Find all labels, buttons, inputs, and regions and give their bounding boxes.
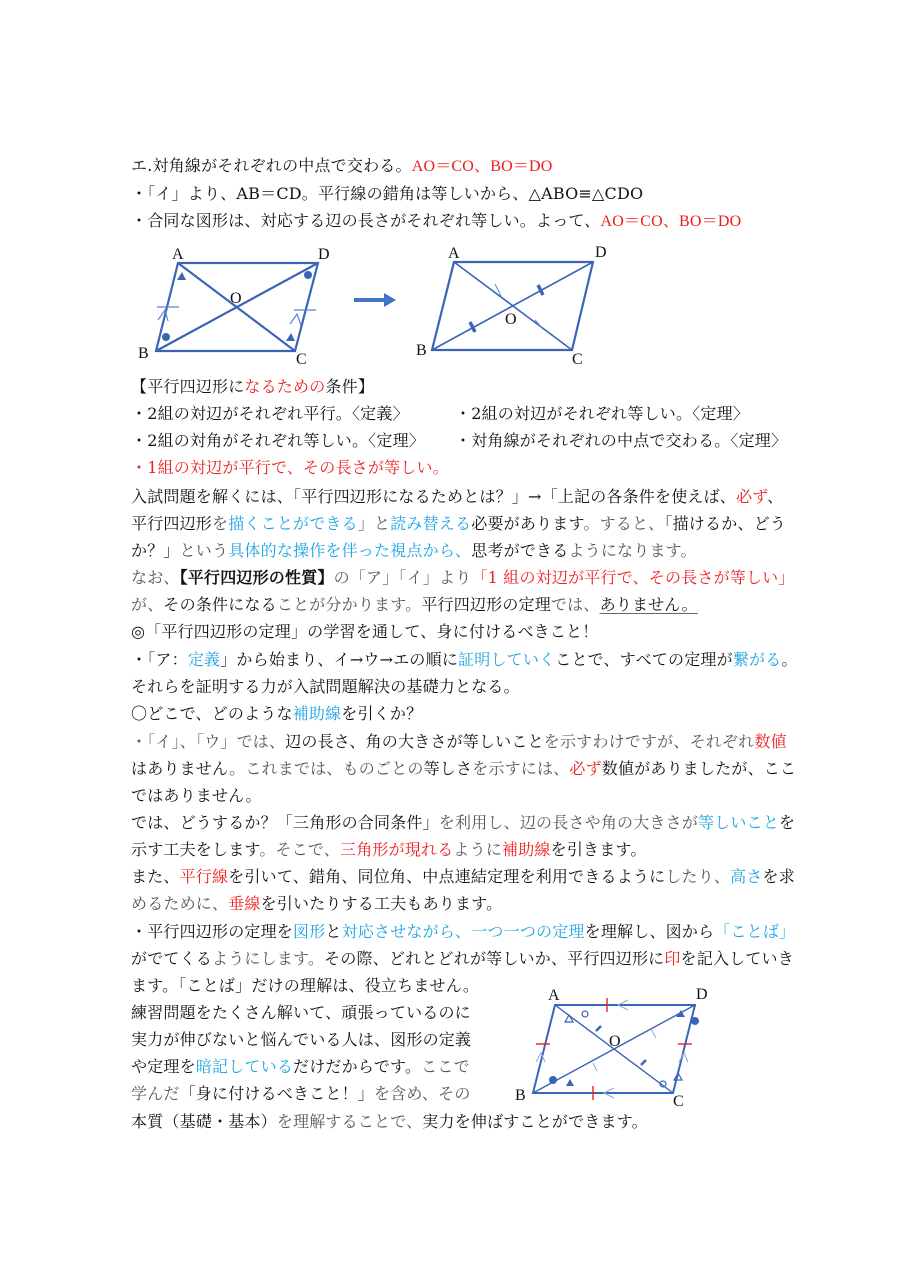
conditions-title: 【平行四辺形になるための条件】 <box>131 377 375 396</box>
angle-circle-mark <box>304 271 312 279</box>
paragraph-line: ◎「平行四辺形の定理」の学習を通して、身に付けるべきこと！ <box>131 622 599 641</box>
vertex-label: B <box>138 345 149 362</box>
vertex-label: C <box>572 351 583 368</box>
section-e-line1: ・「イ」より、AB＝CD。平行線の錯角は等しいから、△ABO≡△CDO <box>131 184 644 203</box>
paragraph-line: 本質（基礎・基本）を理解することで、実力を伸ばすことができます。 <box>131 1112 648 1131</box>
paragraph-line: 入試問題を解くには、「平行四辺形になるためとは？」→「上記の各条件を使えば、必ず、 <box>131 487 784 506</box>
paragraph-line: 〇どこで、どのような補助線を引くか？ <box>131 704 423 723</box>
parallelogram-figure-2 <box>410 240 620 370</box>
double-tick-mark <box>641 1060 646 1065</box>
tick-mark <box>593 1063 597 1071</box>
parallelogram-figure-3 <box>510 980 730 1110</box>
condition-item: ・2組の対辺がそれぞれ平行。〈定義〉 <box>131 404 409 423</box>
double-tick-mark <box>538 285 543 295</box>
section-e-heading: エ.対角線がそれぞれの中点で交わる。AO＝CO、BO＝DO <box>131 156 553 175</box>
vertex-label: O <box>230 290 242 307</box>
vertex-label: D <box>696 986 708 1003</box>
paragraph-line: また、平行線を引いて、錯角、同位角、中点連結定理を利用できるようにしたり、高さを求 <box>131 867 795 886</box>
paragraph-line: や定理を暗記しているだけだからです。ここで <box>131 1057 470 1076</box>
paragraph-line: ます。「ことば」だけの理解は、役立ちません。 <box>131 976 480 995</box>
condition-item-highlight: ・1組の対辺が平行で、その長さが等しい。 <box>131 458 449 477</box>
vertex-label: D <box>318 246 330 263</box>
vertex-label: A <box>548 987 560 1004</box>
paragraph-line: 学んだ「身に付けるべきこと！」を含め、その <box>131 1084 471 1103</box>
paragraph-line: なお、【平行四辺形の性質】の「ア」「イ」より「1 組の対辺が平行で、その長さが等しい」 <box>131 568 795 587</box>
condition-item: ・対角線がそれぞれの中点で交わる。〈定理〉 <box>455 431 788 450</box>
double-tick-mark <box>596 1026 601 1031</box>
vertex-label: C <box>673 1093 684 1110</box>
vertex-label: B <box>416 342 427 359</box>
paragraph-line: 練習問題をたくさん解いて、頑張っているのに <box>131 1003 471 1022</box>
diagonal-bd <box>432 262 593 350</box>
paragraph-line: 平行四辺形を描くことができる」と読み替える必要があります。すると、「描けるか、どう <box>131 514 786 533</box>
condition-item: ・2組の対辺がそれぞれ等しい。〈定理〉 <box>455 404 749 423</box>
paragraph-line: 実力が伸びないと悩んでいる人は、図形の定義 <box>131 1030 472 1049</box>
vertex-label: A <box>172 246 184 263</box>
angle-triangle-mark <box>286 333 295 341</box>
tick-mark <box>651 1029 656 1038</box>
paragraph-line: ・「イ」、「ウ」では、辺の長さ、角の大きさが等しいことを示すわけですが、それぞれ数値 <box>131 732 787 751</box>
vertex-label: A <box>448 245 460 262</box>
underlined-text: ありません。 <box>599 595 698 614</box>
paragraph-line: はありません。これまでは、ものごとの等しさを示すには、必ず数値がありましたが、ここ <box>131 759 797 778</box>
vertex-label: O <box>505 311 517 328</box>
parallel-arrow-dc <box>290 314 301 325</box>
paragraph-line: ・平行四辺形の定理を図形と対応させながら、一つ一つの定理を理解し、図から「ことば」 <box>131 922 796 941</box>
angle-circle-mark <box>691 1017 699 1025</box>
section-e-line2: ・合同な図形は、対応する辺の長さがそれぞれ等しい。よって、AO＝CO、BO＝DO <box>131 211 742 230</box>
paragraph-line: が、その条件になることが分かります。平行四辺形の定理では、ありません。 <box>131 595 698 614</box>
angle-triangle-open-mark <box>565 1015 573 1022</box>
parallelogram-figure-1 <box>130 238 340 368</box>
paragraph-line: めるために、垂線を引いたりする工夫もあります。 <box>131 894 503 913</box>
condition-item: ・2組の対角がそれぞれ等しい。〈定理〉 <box>131 431 425 450</box>
angle-triangle-mark <box>566 1079 574 1086</box>
double-tick-mark <box>470 322 475 332</box>
angle-circle-mark <box>162 333 170 341</box>
vertex-label: O <box>609 1033 621 1050</box>
vertex-label: D <box>595 244 607 261</box>
paragraph-line: ・「ア：定義」から始まり、イ→ウ→エの順に証明していくことで、すべての定理が繋がる。 <box>131 650 798 669</box>
right-arrow-icon <box>352 290 402 310</box>
angle-circle-mark <box>549 1076 557 1084</box>
angle-circle-open-mark <box>582 1011 588 1017</box>
paragraph-line: それらを証明する力が入試問題解決の基礎力となる。 <box>131 677 520 696</box>
vertex-label: B <box>515 1087 526 1104</box>
angle-triangle-mark <box>177 272 186 280</box>
paragraph-line: がでてくるようにします。その際、どれとどれが等しいか、平行四辺形に印を記入していき <box>131 949 794 968</box>
paragraph-line: か？」という具体的な操作を伴った視点から、思考ができるようになります。 <box>131 541 697 560</box>
vertex-label: C <box>296 351 307 368</box>
paragraph-line: ではありません。 <box>131 786 262 805</box>
paragraph-line: では、どうするか？「三角形の合同条件」を利用し、辺の長さや角の大きさが等しいことを <box>131 813 796 832</box>
paragraph-line: 示す工夫をします。そこで、三角形が現れるように補助線を引きます。 <box>131 840 647 859</box>
